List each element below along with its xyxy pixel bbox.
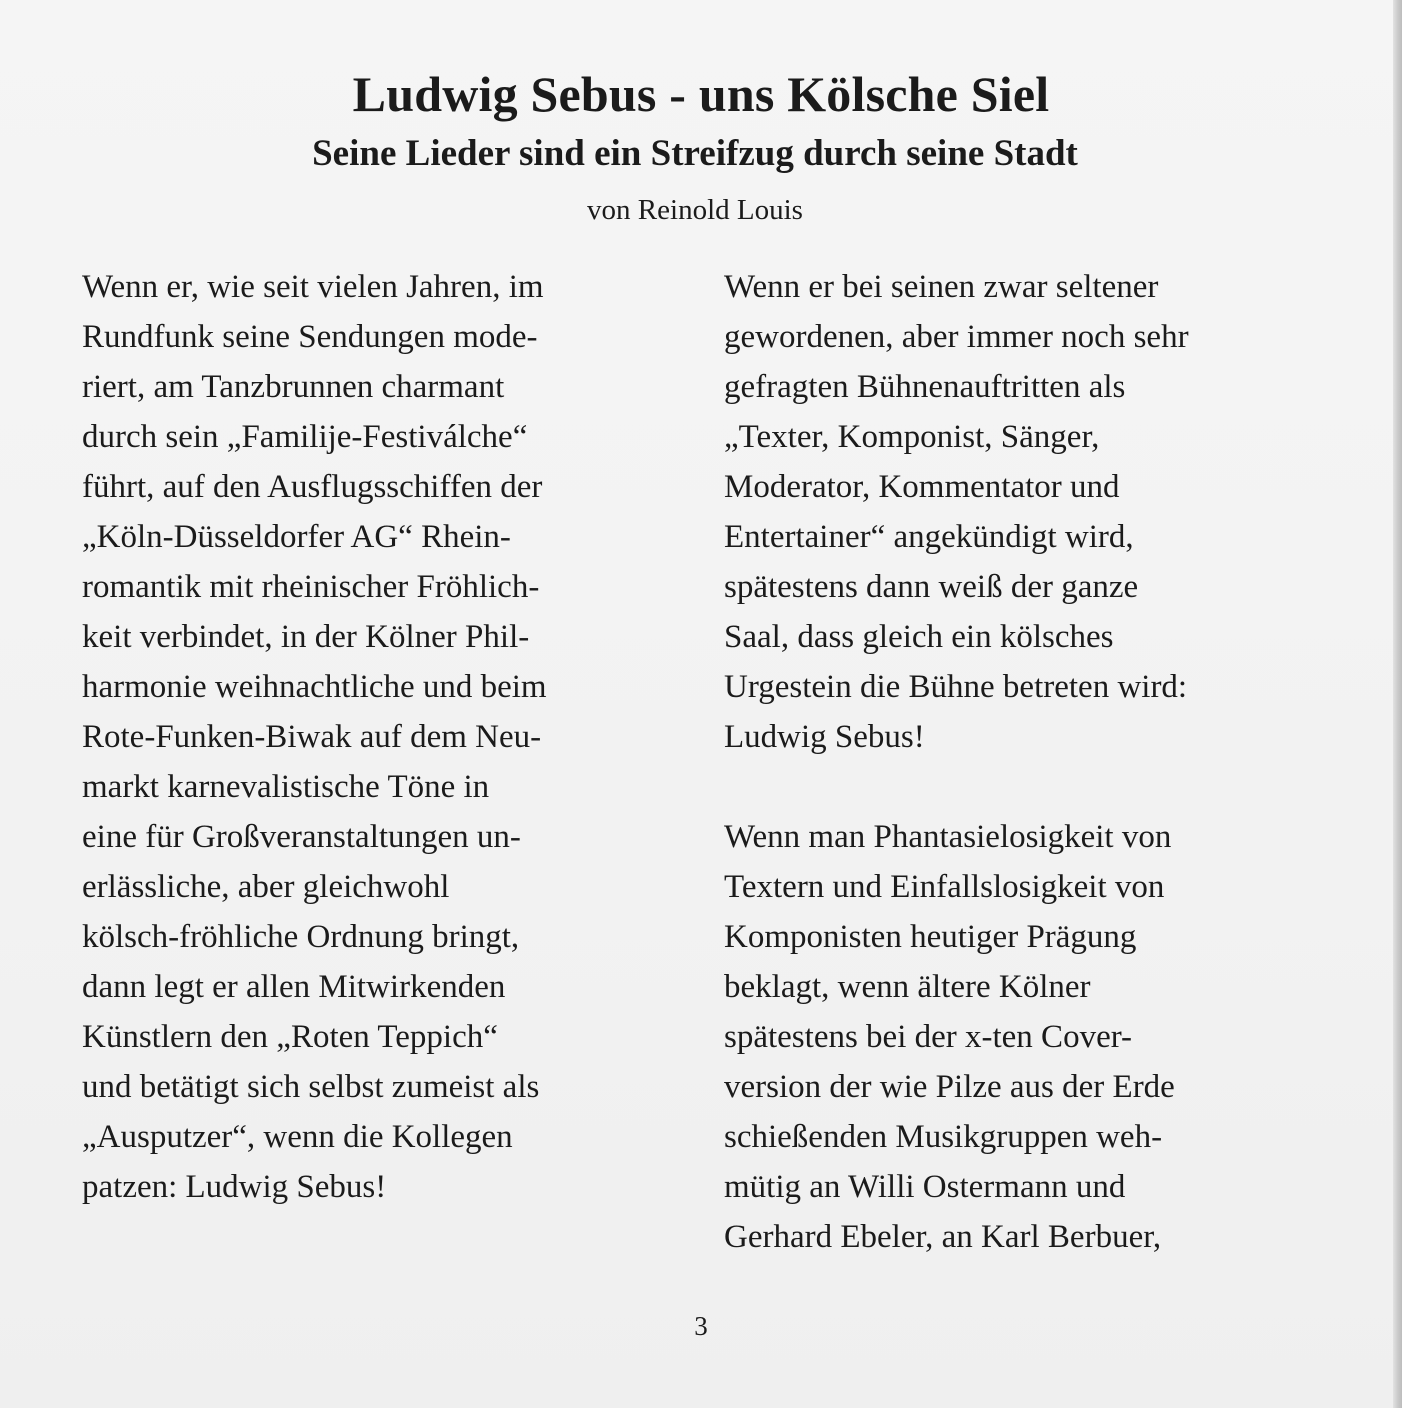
text-line: beklagt, wenn ältere Kölner bbox=[724, 969, 1091, 1005]
article-subtitle: Seine Lieder sind ein Streifzug durch seine Stadt bbox=[312, 133, 1078, 174]
text-line: führt, auf den Ausflugsschiffen der bbox=[82, 469, 543, 505]
text-line: und betätigt sich selbst zumeist als bbox=[82, 1069, 540, 1105]
text-line: Komponisten heutiger Prägung bbox=[724, 919, 1137, 955]
text-line: spätestens dann weiß der ganze bbox=[724, 569, 1139, 605]
text-line: Rote-Funken-Biwak auf dem Neu- bbox=[82, 719, 542, 755]
page-number: 3 bbox=[694, 1311, 708, 1341]
text-line: Entertainer“ angekündigt wird, bbox=[724, 519, 1134, 555]
left-text-column bbox=[82, 262, 547, 1212]
text-line: eine für Großveranstaltungen un- bbox=[82, 819, 521, 855]
text-line: romantik mit rheinischer Fröhlich- bbox=[82, 569, 540, 605]
text-line: Wenn er bei seinen zwar seltener bbox=[724, 269, 1159, 305]
text-line: Gerhard Ebeler, an Karl Berbuer, bbox=[724, 1219, 1162, 1255]
text-line: patzen: Ludwig Sebus! bbox=[82, 1169, 387, 1205]
text-line: dann legt er allen Mitwirkenden bbox=[82, 969, 506, 1005]
author-byline: von Reinold Louis bbox=[587, 194, 803, 226]
text-line: Urgestein die Bühne betreten wird: bbox=[724, 669, 1188, 705]
text-line: „Texter, Komponist, Sänger, bbox=[724, 419, 1100, 455]
text-line: „Köln-Düsseldorfer AG“ Rhein- bbox=[82, 519, 511, 555]
article-title: Ludwig Sebus - uns Kölsche Siel bbox=[352, 66, 1050, 122]
text-line: gefragten Bühnenauftritten als bbox=[724, 369, 1126, 405]
text-line: keit verbindet, in der Kölner Phil- bbox=[82, 619, 530, 655]
text-line: erlässliche, aber gleichwohl bbox=[82, 869, 450, 905]
text-line: schießenden Musikgruppen weh- bbox=[724, 1119, 1163, 1155]
page-edge-shadow bbox=[1393, 0, 1402, 1408]
text-line: harmonie weihnachtliche und beim bbox=[82, 669, 547, 705]
text-line: mütig an Willi Ostermann und bbox=[724, 1169, 1126, 1205]
text-line: Moderator, Kommentator und bbox=[724, 469, 1120, 505]
text-line: Ludwig Sebus! bbox=[724, 719, 925, 755]
text-line: Textern und Einfallslosigkeit von bbox=[724, 869, 1165, 905]
text-line: gewordenen, aber immer noch sehr bbox=[724, 319, 1189, 355]
text-line: markt karnevalistische Töne in bbox=[82, 769, 490, 805]
text-line: „Ausputzer“, wenn die Kollegen bbox=[82, 1119, 513, 1155]
paragraph-gap bbox=[724, 762, 1189, 812]
text-line: spätestens bei der x-ten Cover- bbox=[724, 1019, 1133, 1055]
text-line: durch sein „Familije-Festiválche“ bbox=[82, 419, 528, 455]
text-line: Wenn er, wie seit vielen Jahren, im bbox=[82, 269, 544, 305]
right-text-column bbox=[724, 262, 1189, 1262]
text-line: version der wie Pilze aus der Erde bbox=[724, 1069, 1175, 1105]
text-line: Künstlern den „Roten Teppich“ bbox=[82, 1019, 498, 1055]
text-line: kölsch-fröhliche Ordnung bringt, bbox=[82, 919, 520, 955]
text-line: Rundfunk seine Sendungen mode- bbox=[82, 319, 538, 355]
text-line: Wenn man Phantasielosigkeit von bbox=[724, 819, 1172, 855]
text-line: riert, am Tanzbrunnen charmant bbox=[82, 369, 505, 405]
text-line: Saal, dass gleich ein kölsches bbox=[724, 619, 1114, 655]
